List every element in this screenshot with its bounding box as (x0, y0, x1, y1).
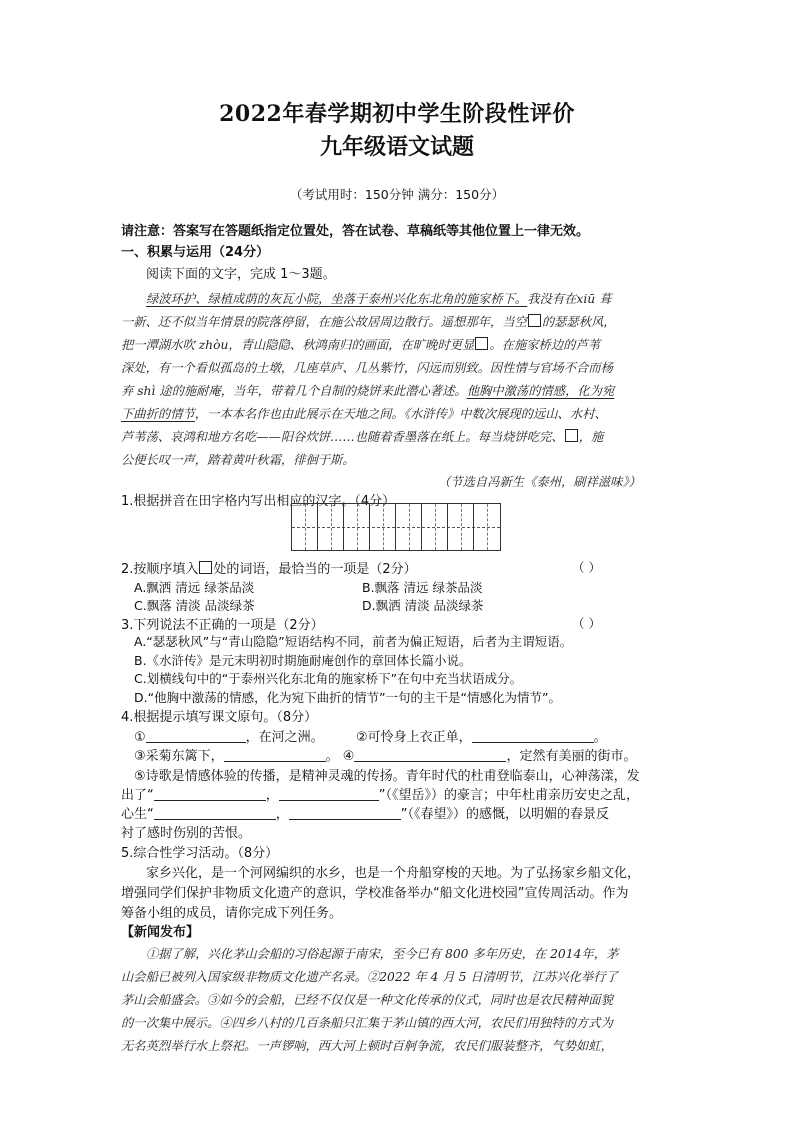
paragraph-line: 家乡兴化，是一个河网编织的水乡，也是一个舟船穿梭的天地。为了弘扬家乡船文化， (146, 866, 641, 881)
recitation-line: 心生“ ， ”（《春望》）的感慨，以明媚的春景反 (121, 807, 610, 822)
answer-blank[interactable] (154, 819, 276, 820)
exam-info: （考试用时：150分钟 满分：150分） (289, 187, 505, 202)
news-line: 无名英烈举行水上祭祀。一声锣响，西大河上顿时百舸争流，农民们服装整齐，气势如虹， (121, 1039, 613, 1053)
passage-intro: 阅读下面的文字，完成 1～3题。 (146, 267, 336, 282)
answer-blank[interactable] (146, 742, 246, 743)
recitation-line: ②可怜身上衣正单， 。 (356, 730, 607, 745)
passage-line: 深处，有一个看似孤岛的土墩，几座草庐、几丛紫竹，闪远而别致。因性情与官场不合而杨 (121, 361, 613, 375)
paragraph-line: 增强同学们保护非物质文化遗产的意识，学校准备举办“船文化进校园”宣传周活动。作为 (121, 886, 629, 901)
answer-blank[interactable] (154, 800, 266, 801)
underlined-sentence: 下曲折的情节 (121, 407, 195, 421)
news-line: 山会船已被列入国家级非物质文化遗产名录。②2022 年 4 月 5 日清明节，江苏兴化举行了 (121, 970, 618, 984)
passage-line: 把一潭湖水吹 zhòu，青山隐隐、秋鸿南归的画面，在旷晚时更显 。在施家桥边的芦苇 (121, 338, 601, 352)
section-heading: 一、积累与运用（24分） (121, 245, 270, 260)
tianzige-grid[interactable] (291, 503, 501, 551)
question-1: 1.根据拼音在田字格内写出相应的汉字。（4分） (121, 494, 396, 509)
news-heading: 【新闻发布】 (121, 925, 200, 940)
passage-line: 绿波环护、绿植成荫的灰瓦小院，坐落于泰州兴化东北角的施家桥下。我没有在xiū 葺 (146, 292, 612, 306)
underlined-sentence: 他胸中激荡的情感，化为宛 (466, 384, 615, 398)
option-b: B.飘落 清远 绿茶品淡 (362, 580, 483, 595)
answer-blank[interactable] (472, 742, 594, 743)
fill-box (475, 337, 488, 350)
news-line: 茅山会船盛会。③如今的会船，已经不仅仅是一种文化传承的仪式，同时也是农民精神面貌 (121, 993, 613, 1007)
recitation-line: 出了“ ， ”（《望岳》）的豪言；中年杜甫亲历安史之乱， (121, 788, 640, 803)
answer-blank[interactable] (289, 819, 401, 820)
question-4: 4.根据提示填写课文原句。（8分） (121, 710, 318, 725)
recitation-line: ① ，在河之洲。 (134, 730, 324, 745)
news-line: ①据了解，兴化茅山会船的习俗起源于南宋，至今已有 800 多年历史，在 2014年，茅 (146, 947, 619, 961)
answer-blank[interactable] (354, 761, 506, 762)
passage-line: 公便长叹一声，踏着黄叶秋霜，徘徊于斯。 (121, 453, 355, 467)
option-b: B.《水浒传》是元末明初时期施耐庵创作的章回体长篇小说。 (134, 653, 472, 668)
option-d: D.“他胸中激荡的情感，化为宛下曲折的情节”一句的主干是“情感化为情节”。 (134, 690, 562, 705)
paragraph-line: 筹备小组的成员，请你完成下列任务。 (121, 906, 343, 921)
option-a: A.飘洒 清远 绿茶品淡 (134, 580, 255, 595)
question-2: 2.按顺序填入 处的词语，最恰当的一项是（2分） (121, 562, 417, 577)
fill-box (528, 314, 541, 327)
underlined-sentence: 绿波环护、绿植成荫的灰瓦小院，坐落于泰州兴化东北角的施家桥下。 (146, 292, 528, 306)
question-5: 5.综合性学习活动。（8分） (121, 846, 279, 861)
news-line: 的一次集中展示。④四乡八村的几百条船只汇集于茅山镇的西大河，农民们用独特的方式为 (121, 1016, 613, 1030)
exam-title: 2022年春学期初中学生阶段性评价 (219, 101, 575, 127)
answer-paren[interactable]: （ ） (572, 560, 601, 575)
fill-box (565, 429, 578, 442)
option-c: C.划横线句中的“于泰州兴化东北角的施家桥下”在句中充当状语成分。 (134, 671, 523, 686)
passage-source: （节选自冯新生《泰州，刷祥滋味》） (438, 475, 641, 489)
option-a: A.“瑟瑟秋风”与“青山隐隐”短语结构不同，前者为偏正短语，后者为主谓短语。 (134, 634, 573, 649)
exam-subtitle: 九年级语文试题 (319, 134, 474, 160)
passage-line: 下曲折的情节，一本本名作也由此展示在天地之间。《水浒传》中数次展现的远山、水村、 (121, 407, 607, 421)
option-c: C.飘落 清淡 品淡绿茶 (134, 598, 255, 613)
passage-line: 一新、还不似当年情景的院落停留，在施公故居周边散行。遥想那年，当空 的瑟瑟秋风， (121, 315, 616, 329)
answer-paren[interactable]: （ ） (572, 616, 601, 631)
recitation-line: ③采菊东篱下， 。 ④ ，定然有美丽的街市。 (134, 749, 637, 764)
passage-line: 芦苇荡、哀鸿和地方名吃——阳谷炊饼……也随着香墨落在纸上。每当烧饼吃完、 ，施 (121, 430, 604, 444)
question-3: 3.下列说法不正确的一项是（2分） (121, 618, 324, 633)
recitation-line: ⑤诗歌是情感体验的传播，是精神灵魂的传扬。青年时代的杜甫登临泰山，心神荡漾，发 (134, 769, 640, 784)
answer-blank[interactable] (224, 761, 326, 762)
fill-box (199, 561, 212, 574)
option-d: D.飘洒 清淡 品淡绿茶 (362, 598, 484, 613)
notice: 请注意：答案写在答题纸指定位置处，答在试卷、草稿纸等其他位置上一律无效。 (121, 224, 590, 239)
recitation-line: 衬了感时伤别的苦恨。 (121, 826, 252, 841)
answer-blank[interactable] (279, 800, 379, 801)
passage-line: 弃 shì 途的施耐庵，当年，带着几个自制的烧饼来此潜心著述。他胸中激荡的情感，化为宛 (121, 384, 615, 398)
